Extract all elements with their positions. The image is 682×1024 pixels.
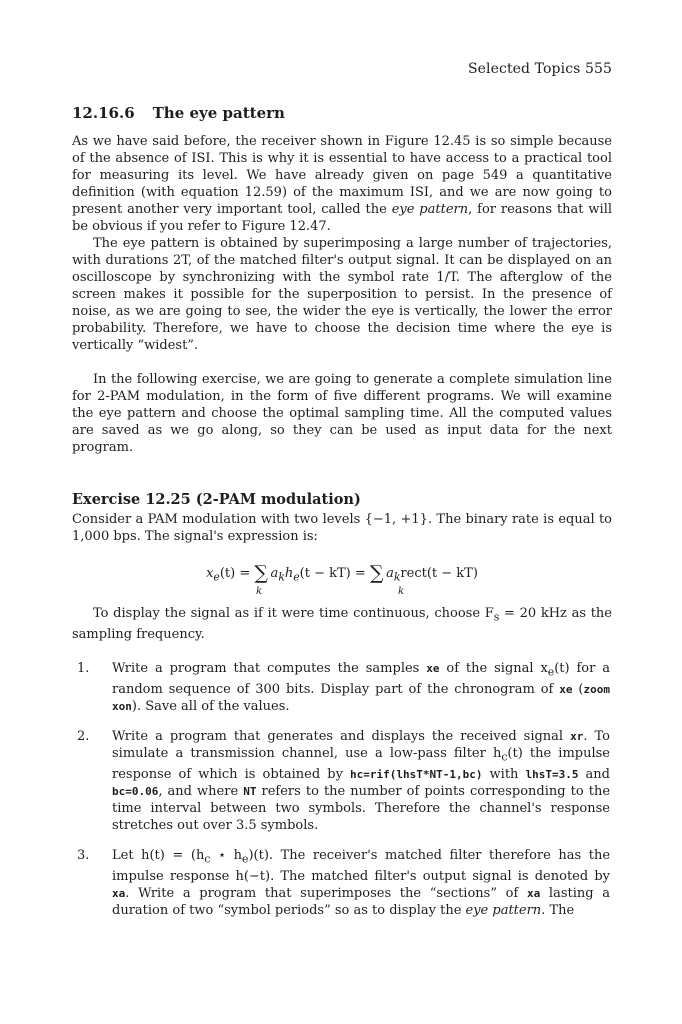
sum-symbol: ∑ [254, 562, 268, 584]
equation-row: $x_e(t)$ = ∑ $a_kh_e(t - kT)$ = ∑ $a_krect(t - kT)$ [206, 562, 478, 584]
exercise-title: Exercise 12.25 (2-PAM modulation) [72, 491, 361, 508]
sampling-paragraph: To display the signal as if it were time continuous, choose $F_s = 20$ kHz as the sampling frequency. [72, 606, 612, 642]
paragraph-exercise-intro: In the following exercise, we are going to generate a complete simulation line for 2-PAM modulation, in the form of five different programs. We will examine the eye pattern and choose the optimal sampling time. All the computed values are saved as we go along, so they can be used as input data for the next program. [72, 372, 612, 455]
signal-equation [72, 556, 612, 600]
section-number: 12.16.6 [72, 104, 135, 122]
paragraph-intro: As we have said before, the receiver shown in Figure 12.45 is so simple because of the absence of ISI. This is why it is essential to have access to a practical tool for measuring its level. We have already given on page 549 a quantitative definition (with equation 12.59) of the maximum ISI, and we are now going to present another very important tool, called the eye pattern, for reasons that will be obvious if you refer to Figure 12.47. [72, 134, 613, 234]
term-eye-pattern: eye pattern [391, 202, 469, 217]
item-number: 1. [77, 661, 90, 676]
item-number: 2. [77, 729, 90, 744]
exercise-statement: Consider a PAM modulation with two levels {−1, +1}. The binary rate is equal to 1,000 bps. The signal's expression is: [72, 512, 612, 544]
running-head: Selected Topics 555 [467, 61, 612, 77]
item-number: 3. [77, 848, 90, 863]
paragraph-eye-pattern: The eye pattern is obtained by superimposing a large number of trajectories, with durations 2T, of the matched filter's output signal. It can be displayed on an oscilloscope by synchronizing with the symbol rate 1/T. The afterglow of the screen makes it possible for the superposition to persist. In the presence of noise, as we are going to see, the wider the eye is vertically, the lower the error probability. Therefore, we have to choose the decision time where the eye is vertically “widest”. [72, 236, 612, 353]
sum-index: k [256, 586, 263, 597]
sum-symbol: ∑ [369, 562, 384, 584]
sum-index: k [398, 586, 405, 597]
section-title: The eye pattern [152, 104, 285, 122]
exercise-item-2: 2. Write a program that generates and displays the received signal xr. To simulate a transmission channel, use a low-pass filter $h_c(t)$ the impulse response of which is obtained by hc=rif(lhsT*NT-1,bc) with lhsT=3.5 and bc=0.06, and where NT refers to the number of points corresponding to the time interval between two symbols. Therefore the channel's response stretches out over 3.5 symbols. [77, 729, 611, 833]
exercise-item-3: 3. Let $h(t) = (h_c$ ⋆ $h_e)(t)$. The receiver's matched filter therefore has the impulse response h(−t). The matched filter's output signal is denoted by xa. Write a program that superimposes the “sections” of xa lasting a duration of two “symbol periods” so as to display the eye pattern. The [77, 848, 611, 918]
exercise-item-1: 1. Write a program that computes the samples xe of the signal $x_e(t)$ for a random sequence of 300 bits. Display part of the chronogram of xe (zoom xon). Save all of the values. [77, 661, 610, 714]
section-heading [72, 104, 285, 122]
